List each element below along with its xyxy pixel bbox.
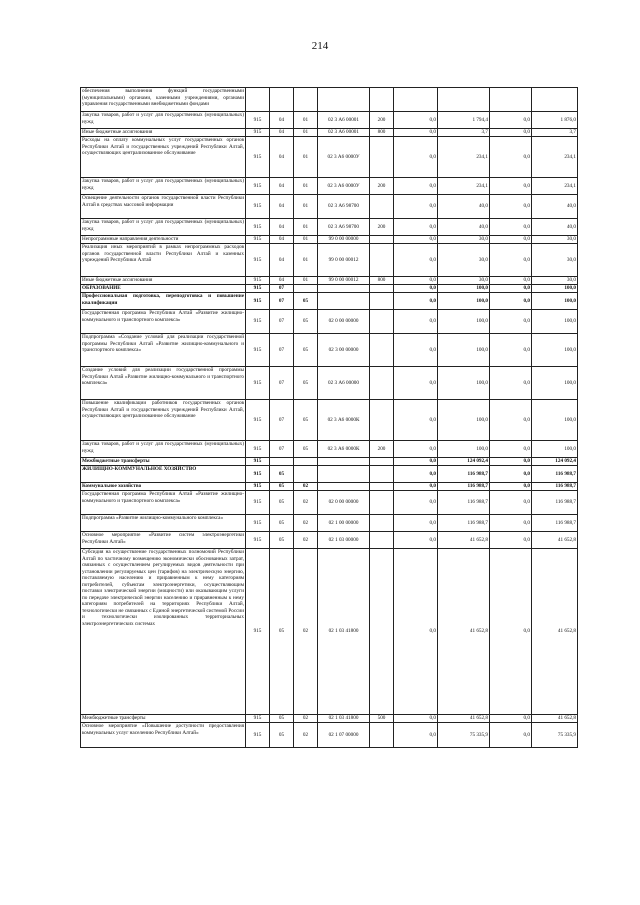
amount-col-4: 41 652,8 (532, 715, 578, 723)
amount-col-1 (394, 88, 438, 112)
subsection-code: 01 (294, 277, 318, 285)
section-code: 04 (270, 112, 294, 129)
expense-type (370, 532, 394, 549)
table-row (81, 458, 578, 466)
subsection-code: 01 (294, 137, 318, 178)
amount-col-1: 0,0 (394, 244, 438, 277)
amount-col-3: 0,0 (490, 293, 532, 310)
amount-col-3: 0,0 (490, 236, 532, 244)
amount-col-2: 100,0 (438, 441, 490, 458)
amount-col-2: 116 988,7 (438, 491, 490, 515)
amount-col-1: 0,0 (394, 310, 438, 334)
amount-col-3: 0,0 (490, 515, 532, 532)
amount-col-2: 100,0 (438, 334, 490, 367)
ministry-code: 915 (246, 549, 270, 715)
section-code: 07 (270, 400, 294, 441)
section-code: 04 (270, 129, 294, 137)
subsection-code: 05 (294, 367, 318, 400)
amount-col-4: 1 876,0 (532, 112, 578, 129)
amount-col-4: 100,0 (532, 334, 578, 367)
subsection-code: 01 (294, 219, 318, 236)
target-article: 02 1 07 00000 (318, 723, 370, 748)
expense-type (370, 549, 394, 715)
expense-type (370, 244, 394, 277)
amount-col-2: 100,0 (438, 310, 490, 334)
amount-col-2: 234,1 (438, 178, 490, 195)
amount-col-3: 0,0 (490, 112, 532, 129)
table-row (81, 549, 578, 715)
amount-col-1: 0,0 (394, 532, 438, 549)
expense-type: 200 (370, 178, 394, 195)
amount-col-1: 0,0 (394, 129, 438, 137)
amount-col-4: 234,1 (532, 137, 578, 178)
subsection-code (294, 466, 318, 483)
target-article: 02 1 00 00000 (318, 515, 370, 532)
table-row (81, 236, 578, 244)
amount-col-1: 0,0 (394, 441, 438, 458)
ministry-code: 915 (246, 195, 270, 219)
amount-col-4 (532, 88, 578, 112)
amount-col-3: 0,0 (490, 400, 532, 441)
ministry-code: 915 (246, 293, 270, 310)
ministry-code: 915 (246, 532, 270, 549)
ministry-code: 915 (246, 466, 270, 483)
row-name: Государственная программа Республики Алтай «Развитие жилищно-коммунального и транспортного комплекса» (81, 491, 246, 515)
subsection-code: 01 (294, 112, 318, 129)
amount-col-2: 30,0 (438, 236, 490, 244)
target-article: 02 1 03 00000 (318, 532, 370, 549)
subsection-code: 05 (294, 400, 318, 441)
amount-col-3: 0,0 (490, 129, 532, 137)
table-row (81, 137, 578, 178)
expense-type: 800 (370, 129, 394, 137)
amount-col-1: 0,0 (394, 219, 438, 236)
amount-col-4: 100,0 (532, 400, 578, 441)
amount-col-4: 234,1 (532, 178, 578, 195)
row-name: Иные бюджетные ассигнования (81, 129, 246, 137)
subsection-code: 02 (294, 515, 318, 532)
amount-col-2: 40,0 (438, 219, 490, 236)
amount-col-4: 30,0 (532, 277, 578, 285)
ministry-code: 915 (246, 277, 270, 285)
row-name: Основное мероприятие «Развитие систем электроэнергетики Республики Алтай» (81, 532, 246, 549)
row-name: Создание условий для реализации государственной программы Республики Алтай «Развитие жилищно-коммунального и транспортного комплекса» (81, 367, 246, 400)
amount-col-1: 0,0 (394, 137, 438, 178)
table-row (81, 723, 578, 748)
target-article: 02 0 00 00000 (318, 491, 370, 515)
section-code: 04 (270, 244, 294, 277)
row-name: Повышение квалификации работников государственных органов Республики Алтай и государственных учреждений Республики Алтай, осуществляющих централизованное обслуживание (81, 400, 246, 441)
table-row (81, 483, 578, 491)
row-name: Непрограммные направления деятельности (81, 236, 246, 244)
row-name: Коммунальное хозяйство (81, 483, 246, 491)
subsection-code: 05 (294, 441, 318, 458)
row-name: Освещение деятельности органов государственной власти Республики Алтай в средствах массовой информации (81, 195, 246, 219)
subsection-code: 01 (294, 129, 318, 137)
amount-col-2: 100,0 (438, 293, 490, 310)
subsection-code: 05 (294, 293, 318, 310)
amount-col-4: 100,0 (532, 310, 578, 334)
expense-type: 500 (370, 715, 394, 723)
amount-col-3: 0,0 (490, 178, 532, 195)
target-article: 02 3 А6 00000 (318, 367, 370, 400)
expense-type (370, 285, 394, 293)
target-article: 02 3 А6 0000К (318, 441, 370, 458)
amount-col-2: 116 988,7 (438, 483, 490, 491)
amount-col-1: 0,0 (394, 236, 438, 244)
amount-col-2: 41 652,8 (438, 715, 490, 723)
amount-col-3: 0,0 (490, 715, 532, 723)
amount-col-3: 0,0 (490, 441, 532, 458)
target-article (318, 458, 370, 466)
expense-type (370, 458, 394, 466)
amount-col-3: 0,0 (490, 723, 532, 748)
page-number: 214 (311, 40, 329, 52)
row-name: ОБРАЗОВАНИЕ (81, 285, 246, 293)
target-article: 02 3 А6 98700 (318, 219, 370, 236)
amount-col-4: 100,0 (532, 293, 578, 310)
subsection-code (294, 458, 318, 466)
ministry-code: 915 (246, 219, 270, 236)
amount-col-3 (490, 88, 532, 112)
ministry-code: 915 (246, 129, 270, 137)
table-row (81, 244, 578, 277)
target-article (318, 293, 370, 310)
expense-type: 200 (370, 219, 394, 236)
amount-col-4: 116 988,7 (532, 515, 578, 532)
section-code (270, 458, 294, 466)
amount-col-2: 75 335,9 (438, 723, 490, 748)
target-article: 02 3 А6 0000К (318, 400, 370, 441)
subsection-code: 02 (294, 483, 318, 491)
ministry-code: 915 (246, 285, 270, 293)
amount-col-3: 0,0 (490, 466, 532, 483)
amount-col-1: 0,0 (394, 334, 438, 367)
amount-col-1: 0,0 (394, 549, 438, 715)
ministry-code: 915 (246, 137, 270, 178)
amount-col-3: 0,0 (490, 367, 532, 400)
amount-col-4: 40,0 (532, 195, 578, 219)
target-article: 02 3 А6 98700 (318, 195, 370, 219)
table-row (81, 88, 578, 112)
expense-type (370, 723, 394, 748)
ministry-code: 915 (246, 441, 270, 458)
row-name: Профессиональная подготовка, переподготовка и повышение квалификации (81, 293, 246, 310)
row-name: Расходы на оплату коммунальных услуг государственных органов Республики Алтай и государственных учреждений Республики Алтай, осуществляющих централизованное обслуживание (81, 137, 246, 178)
section-code: 07 (270, 285, 294, 293)
section-code: 04 (270, 195, 294, 219)
table-row (81, 515, 578, 532)
subsection-code (294, 88, 318, 112)
target-article: 02 3 А6 0000У (318, 178, 370, 195)
amount-col-3: 0,0 (490, 458, 532, 466)
amount-col-1: 0,0 (394, 715, 438, 723)
subsection-code: 05 (294, 310, 318, 334)
table-body (81, 88, 578, 748)
table-row (81, 532, 578, 549)
subsection-code: 02 (294, 549, 318, 715)
row-name: Подпрограмма «Создание условий для реализации государственной программы Республики Алтай «Развитие жилищно-коммунального и транспортного комплекса» (81, 334, 246, 367)
amount-col-3: 0,0 (490, 491, 532, 515)
section-code: 05 (270, 491, 294, 515)
amount-col-3: 0,0 (490, 334, 532, 367)
amount-col-1: 0,0 (394, 491, 438, 515)
amount-col-4: 116 988,7 (532, 491, 578, 515)
amount-col-1: 0,0 (394, 367, 438, 400)
amount-col-2: 1 794,4 (438, 112, 490, 129)
table-row (81, 112, 578, 129)
ministry-code: 915 (246, 244, 270, 277)
section-code: 07 (270, 334, 294, 367)
row-name: Закупка товаров, работ и услуг для государственных (муниципальных) нужд (81, 178, 246, 195)
amount-col-2: 41 652,8 (438, 549, 490, 715)
amount-col-1: 0,0 (394, 466, 438, 483)
table-row (81, 195, 578, 219)
section-code: 05 (270, 515, 294, 532)
amount-col-4: 30,0 (532, 244, 578, 277)
row-name: Межбюджетные трансферты (81, 715, 246, 723)
expense-type: 200 (370, 112, 394, 129)
subsection-code (294, 285, 318, 293)
expense-type (370, 515, 394, 532)
row-name: Субсидия на осуществление государственных полномочий Республики Алтай по частичному возмещению экономически обоснованных затрат, связанных с осуществлением регулируемых видов деятельности при установлении регулируемых цен (тарифов) на электрическую энергию, поставляемую населению и приравненным к нему категориям потребителей, субъектам электроэнергетики, осуществляющим поставки электрической энергии (мощности) или оказывающим услуги по передаче электрической энергии населению и приравненным к нему категориям потребителей на территориях Республики Алтай, технологически не связанных с Единой энергетической системой России и технологически изолированных территориальных электроэнергетических системах (81, 549, 246, 715)
section-code: 07 (270, 367, 294, 400)
amount-col-4: 100,0 (532, 367, 578, 400)
table-row (81, 178, 578, 195)
amount-col-1: 0,0 (394, 178, 438, 195)
ministry-code: 915 (246, 491, 270, 515)
section-code: 04 (270, 137, 294, 178)
expense-type (370, 293, 394, 310)
amount-col-1: 0,0 (394, 112, 438, 129)
section-code: 07 (270, 293, 294, 310)
amount-col-4: 30,0 (532, 236, 578, 244)
target-article: 02 0 00 00000 (318, 310, 370, 334)
amount-col-4: 75 335,9 (532, 723, 578, 748)
subsection-code: 01 (294, 178, 318, 195)
budget-table (80, 87, 578, 748)
amount-col-1: 0,0 (394, 293, 438, 310)
table-row (81, 219, 578, 236)
amount-col-3: 0,0 (490, 195, 532, 219)
amount-col-4: 3,7 (532, 129, 578, 137)
ministry-code: 915 (246, 400, 270, 441)
expense-type (370, 483, 394, 491)
amount-col-2: 40,0 (438, 195, 490, 219)
section-code: 05 (270, 549, 294, 715)
target-article: 02 3 А6 00001 (318, 129, 370, 137)
expense-type (370, 195, 394, 219)
expense-type: 200 (370, 441, 394, 458)
target-article: 99 0 00 00000 (318, 236, 370, 244)
amount-col-4: 100,0 (532, 285, 578, 293)
amount-col-1: 0,0 (394, 400, 438, 441)
amount-col-1: 0,0 (394, 458, 438, 466)
expense-type (370, 400, 394, 441)
section-code: 05 (270, 483, 294, 491)
section-code: 04 (270, 277, 294, 285)
target-article (318, 466, 370, 483)
table-row (81, 466, 578, 483)
target-article (318, 483, 370, 491)
table-row (81, 491, 578, 515)
amount-col-4: 41 652,8 (532, 549, 578, 715)
table-row (81, 400, 578, 441)
table-row (81, 334, 578, 367)
ministry-code: 915 (246, 483, 270, 491)
amount-col-2: 116 988,7 (438, 515, 490, 532)
section-code: 04 (270, 219, 294, 236)
amount-col-3: 0,0 (490, 244, 532, 277)
row-name: Реализация иных мероприятий в рамках непрограммных расходов органов государственной власти Республики Алтай и казенных учреждений Республики Алтай (81, 244, 246, 277)
amount-col-2: 124 092,4 (438, 458, 490, 466)
amount-col-3: 0,0 (490, 532, 532, 549)
amount-col-2: 30,0 (438, 244, 490, 277)
amount-col-4: 116 988,7 (532, 483, 578, 491)
amount-col-2: 100,0 (438, 400, 490, 441)
section-code: 05 (270, 466, 294, 483)
table-row (81, 277, 578, 285)
table-row (81, 441, 578, 458)
target-article (318, 285, 370, 293)
ministry-code: 915 (246, 723, 270, 748)
subsection-code: 02 (294, 532, 318, 549)
amount-col-2 (438, 88, 490, 112)
section-code: 05 (270, 715, 294, 723)
target-article: 99 0 00 00012 (318, 244, 370, 277)
ministry-code: 915 (246, 334, 270, 367)
ministry-code: 915 (246, 178, 270, 195)
amount-col-4: 41 652,8 (532, 532, 578, 549)
table-row (81, 367, 578, 400)
ministry-code: 915 (246, 715, 270, 723)
subsection-code: 02 (294, 491, 318, 515)
subsection-code: 05 (294, 334, 318, 367)
row-name: Закупка товаров, работ и услуг для государственных (муниципальных) нужд (81, 441, 246, 458)
row-name: обеспечения выполнения функций государственными (муниципальными) органами, казенными учреждениями, органами управления государственными внебюджетными фондами (81, 88, 246, 112)
row-name: Иные бюджетные ассигнования (81, 277, 246, 285)
amount-col-3: 0,0 (490, 219, 532, 236)
amount-col-2: 41 652,8 (438, 532, 490, 549)
table-row (81, 715, 578, 723)
table-row (81, 285, 578, 293)
expense-type (370, 236, 394, 244)
expense-type (370, 310, 394, 334)
expense-type: 800 (370, 277, 394, 285)
amount-col-2: 100,0 (438, 367, 490, 400)
target-article (318, 88, 370, 112)
section-code: 07 (270, 310, 294, 334)
target-article: 02 3 00 00000 (318, 334, 370, 367)
row-name: Подпрограмма «Развитие жилищно-коммунального комплекса» (81, 515, 246, 532)
table-row (81, 293, 578, 310)
section-code: 04 (270, 236, 294, 244)
amount-col-2: 3,7 (438, 129, 490, 137)
amount-col-4: 40,0 (532, 219, 578, 236)
amount-col-3: 0,0 (490, 483, 532, 491)
expense-type (370, 491, 394, 515)
expense-type (370, 466, 394, 483)
row-name: Основное мероприятие «Повышение доступности предоставления коммунальных услуг населению Республики Алтай» (81, 723, 246, 748)
amount-col-2: 100,0 (438, 285, 490, 293)
section-code (270, 88, 294, 112)
amount-col-1: 0,0 (394, 723, 438, 748)
target-article: 02 1 03 41800 (318, 549, 370, 715)
ministry-code: 915 (246, 310, 270, 334)
amount-col-3: 0,0 (490, 310, 532, 334)
section-code: 05 (270, 723, 294, 748)
amount-col-3: 0,0 (490, 137, 532, 178)
section-code: 07 (270, 441, 294, 458)
section-code: 04 (270, 178, 294, 195)
row-name: Межбюджетные трансферты (81, 458, 246, 466)
section-code: 05 (270, 532, 294, 549)
expense-type (370, 367, 394, 400)
ministry-code: 915 (246, 515, 270, 532)
amount-col-4: 116 988,7 (532, 466, 578, 483)
amount-col-2: 234,1 (438, 137, 490, 178)
subsection-code: 01 (294, 195, 318, 219)
amount-col-4: 124 092,4 (532, 458, 578, 466)
expense-type (370, 334, 394, 367)
subsection-code: 02 (294, 715, 318, 723)
subsection-code: 01 (294, 236, 318, 244)
amount-col-4: 100,0 (532, 441, 578, 458)
ministry-code: 915 (246, 112, 270, 129)
amount-col-1: 0,0 (394, 285, 438, 293)
amount-col-1: 0,0 (394, 195, 438, 219)
table-row (81, 129, 578, 137)
amount-col-1: 0,0 (394, 483, 438, 491)
row-name: Закупка товаров, работ и услуг для государственных (муниципальных) нужд (81, 219, 246, 236)
amount-col-1: 0,0 (394, 277, 438, 285)
amount-col-3: 0,0 (490, 285, 532, 293)
table-row (81, 310, 578, 334)
subsection-code: 01 (294, 244, 318, 277)
amount-col-3: 0,0 (490, 277, 532, 285)
expense-type (370, 137, 394, 178)
subsection-code: 02 (294, 723, 318, 748)
amount-col-2: 30,0 (438, 277, 490, 285)
target-article: 02 3 А6 0000У (318, 137, 370, 178)
target-article: 99 0 00 00012 (318, 277, 370, 285)
target-article: 02 3 А6 00001 (318, 112, 370, 129)
amount-col-1: 0,0 (394, 515, 438, 532)
ministry-code: 915 (246, 458, 270, 466)
row-name: Государственная программа Республики Алтай «Развитие жилищно-коммунального и транспортного комплекса» (81, 310, 246, 334)
row-name: Закупка товаров, работ и услуг для государственных (муниципальных) нужд (81, 112, 246, 129)
ministry-code: 915 (246, 367, 270, 400)
amount-col-3: 0,0 (490, 549, 532, 715)
expense-type (370, 88, 394, 112)
ministry-code (246, 88, 270, 112)
target-article: 02 1 03 41800 (318, 715, 370, 723)
ministry-code: 915 (246, 236, 270, 244)
row-name: ЖИЛИЩНО-КОММУНАЛЬНОЕ ХОЗЯЙСТВО (81, 466, 246, 483)
amount-col-2: 116 988,7 (438, 466, 490, 483)
